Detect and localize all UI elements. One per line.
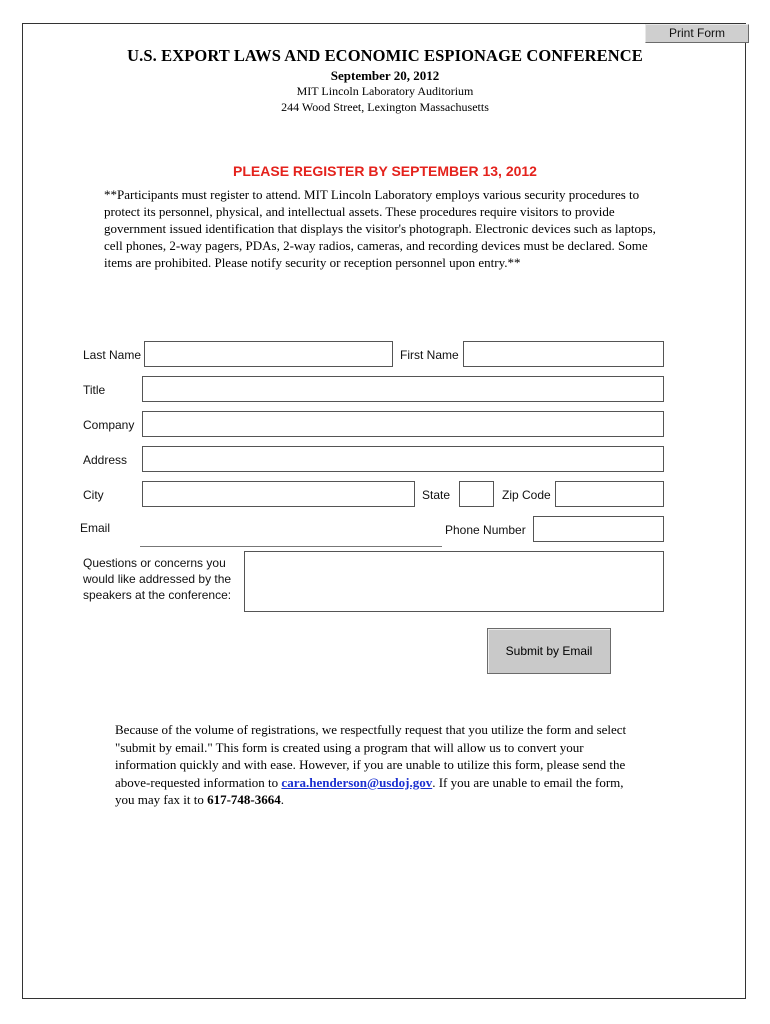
conference-address: 244 Wood Street, Lexington Massachusetts (281, 100, 489, 114)
last-name-label: Last Name (83, 348, 142, 362)
email-label: Email (80, 521, 111, 535)
title-label: Title (83, 383, 106, 397)
contact-email-link[interactable]: cara.henderson@usdoj.gov (281, 774, 433, 790)
email-field[interactable] (140, 546, 442, 547)
questions-label-line-3: speakers at the conference: (83, 588, 232, 602)
questions-label-line-1: Questions or concerns you (83, 556, 226, 570)
phone-number-field[interactable] (533, 516, 664, 542)
fax-number: 617-748-3664 (207, 792, 281, 807)
state-label: State (422, 488, 451, 502)
title-field[interactable] (142, 376, 664, 402)
submit-by-email-button[interactable]: Submit by Email (487, 628, 611, 674)
footer-text: Because of the volume of registrations, we respectfully request that you utilize the form and select "submit by email." This form is created using a program that will allow us to convert your information quickly and with ease. However, if you are unable to utilize this form, please send the above-requested information to (115, 722, 627, 790)
city-label: City (83, 488, 104, 502)
address-field[interactable] (142, 446, 664, 472)
address-label: Address (83, 453, 128, 467)
register-deadline: PLEASE REGISTER BY SEPTEMBER 13, 2012 (233, 163, 537, 179)
questions-label (83, 555, 231, 603)
phone-number-label: Phone Number (445, 523, 526, 537)
company-field[interactable] (142, 411, 664, 437)
city-field[interactable] (142, 481, 415, 507)
zip-code-field[interactable] (555, 481, 664, 507)
conference-date: September 20, 2012 (330, 68, 440, 83)
conference-venue: MIT Lincoln Laboratory Auditorium (296, 84, 474, 98)
participants-notice: **Participants must register to attend. MIT Lincoln Laboratory employs various security procedures to protect its personnel, physical, and intellectual assets. These procedures require visitors to provide government issued identification that displays the visitor's photograph. Electronic devices such as laptops, cell phones, 2-way pagers, PDAs, 2-way radios, cameras, and recording devices must be declared. Some items are prohibited. Please notify security or reception personnel upon entry.** (104, 187, 656, 270)
company-label: Company (83, 418, 135, 432)
first-name-label: First Name (400, 348, 459, 362)
questions-label-line-2: would like addressed by the (83, 572, 232, 586)
zip-code-label: Zip Code (502, 488, 551, 502)
footer-end: . (280, 792, 284, 807)
footer-text-fax: . If you are unable to email the form, you may fax it to (115, 774, 624, 807)
state-field[interactable] (459, 481, 494, 507)
questions-field[interactable] (244, 551, 664, 612)
footer-instructions (115, 721, 645, 809)
first-name-field[interactable] (463, 341, 664, 367)
last-name-field[interactable] (144, 341, 393, 367)
conference-title: U.S. EXPORT LAWS AND ECONOMIC ESPIONAGE CONFERENCE (127, 46, 643, 65)
print-form-button[interactable]: Print Form (645, 24, 749, 43)
